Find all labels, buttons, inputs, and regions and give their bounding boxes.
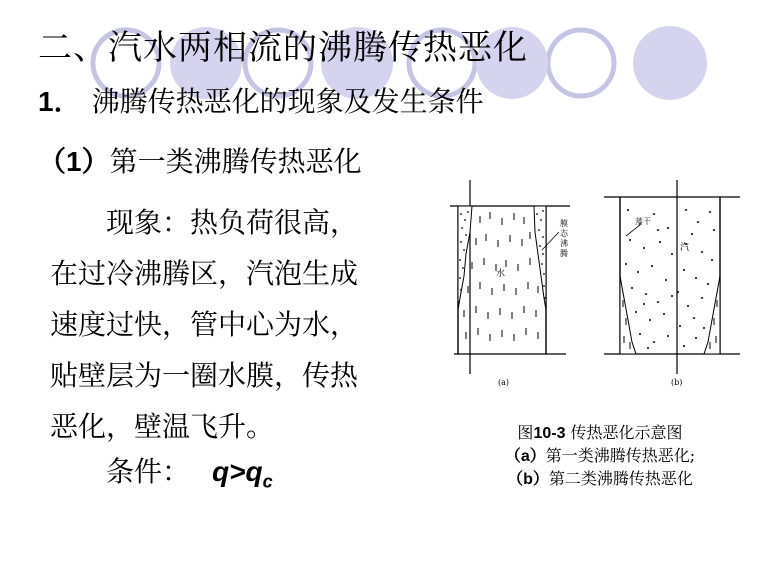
- panel-a: [450, 180, 571, 387]
- subtitle-text: 沸腾传热恶化的现象及发生条件: [91, 85, 484, 118]
- condition-label: 条件：: [106, 455, 191, 488]
- para-line: 贴壁层为一圈水膜，传热: [50, 359, 359, 392]
- section-heading: [38, 140, 362, 180]
- filled-circle: [633, 26, 707, 100]
- section-number: （1）: [38, 146, 110, 177]
- caption-title: 图10-3 传热恶化示意图: [517, 423, 683, 442]
- section-text: 第一类沸腾传热恶化: [109, 145, 362, 178]
- para-line: 在过冷沸腾区，汽泡生成: [50, 257, 359, 290]
- water-label: 水: [496, 269, 506, 279]
- para-line: 恶化，壁温飞升。: [50, 410, 275, 443]
- phenomenon-paragraph: [50, 197, 440, 452]
- para-line: 速度过快，管中心为水，: [50, 308, 359, 341]
- slide-subtitle: [38, 80, 484, 120]
- panel-b-label: (b): [671, 378, 683, 387]
- slide-title: 二、汽水两相流的沸腾传热恶化: [38, 28, 528, 68]
- dryout-label: 蒸干: [635, 217, 651, 226]
- para-line: 现象：热负荷很高，: [106, 206, 359, 239]
- film-boiling-label: 膜 态 沸 腾: [560, 219, 568, 258]
- caption-line-b: （b）第二类沸腾传热恶化: [507, 469, 693, 488]
- caption-line-a: （a）第一类沸腾传热恶化;: [504, 446, 696, 465]
- condition-line: [106, 450, 273, 493]
- ring-circle: [548, 30, 614, 96]
- subtitle-number: 1．: [38, 86, 82, 117]
- panel-b: [604, 180, 740, 387]
- panel-a-label: (a): [498, 378, 510, 387]
- heat-transfer-deterioration-figure: [440, 180, 750, 412]
- steam-label: 汽: [680, 243, 690, 253]
- condition-formula: $q>q_c$: [212, 456, 273, 492]
- figure-caption: [455, 422, 745, 491]
